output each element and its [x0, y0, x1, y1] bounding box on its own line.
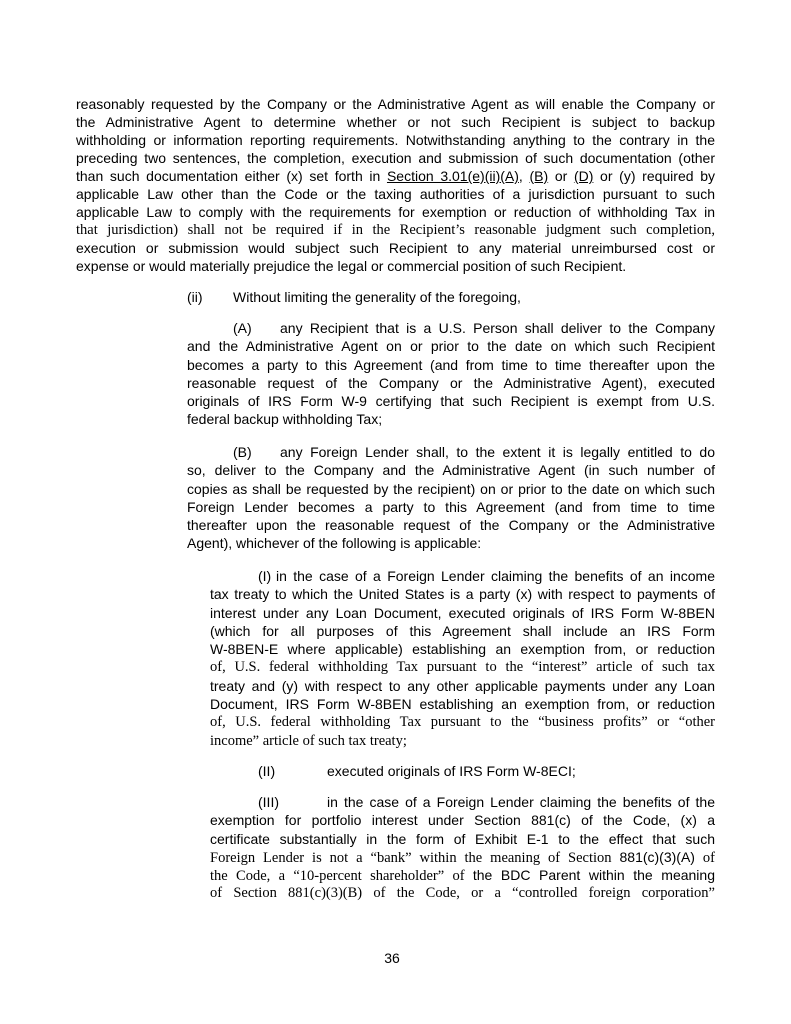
clause-iii-upper [210, 793, 715, 903]
text-line: the Administrative Agent to determine whether or not such Recipient is subject to backup [76, 114, 715, 130]
text-line: withholding or information reporting requirements. Notwithstanding anything to the contrary in the [76, 132, 715, 148]
text-line: treaty and (y) with respect to any other applicable payments under any Loan [210, 677, 715, 694]
line-text: or (y) required by [593, 168, 715, 184]
clause-a-first-line [187, 319, 715, 337]
text-line: reasonably requested by the Company or the Administrative Agent as will enable the Company or [76, 96, 715, 112]
text-line: copies as shall be requested by the recipient) on or prior to the date on which such [187, 480, 715, 497]
text-line: any Recipient that is a U.S. Person shall deliver to the Company [280, 320, 715, 336]
intro-paragraph [76, 95, 715, 275]
line-text: than such documentation either (x) set forth in [76, 168, 387, 184]
line-text: Foreign Lender is not a “bank” within the meaning of Section [210, 849, 620, 866]
section-reference-d: (D) [573, 168, 594, 184]
text-line: executed originals of IRS Form W-8ECI; [327, 763, 576, 779]
text-line [210, 866, 715, 884]
clause-ii-upper [210, 762, 715, 780]
clause-label: (I) [258, 568, 272, 584]
text-line [210, 848, 715, 866]
text-line: of, U.S. federal withholding Tax pursuant to the “interest” article of such tax [210, 659, 715, 676]
text-line: Foreign Lender becomes a party to this Agreement (and from time to time [187, 498, 715, 515]
text-line: in the case of a Foreign Lender claiming the benefits of an income [276, 568, 715, 584]
line-text: the Code, a “10-percent shareholder” of [210, 868, 473, 885]
text-line [76, 167, 715, 185]
text-line: any Foreign Lender shall, to the extent it is legally entitled to do [280, 444, 715, 460]
clause-label: (ii) [187, 289, 203, 305]
clause-i [210, 567, 715, 750]
clause-label: (A) [233, 320, 252, 336]
text-line: so, deliver to the Company and the Administrative Agent (in such number of [187, 462, 715, 479]
text-line: Without limiting the generality of the foregoing, [233, 289, 521, 305]
text-line: interest under any Loan Document, executed originals of IRS Form W-8BEN [210, 604, 715, 621]
line-text: of [694, 849, 715, 866]
line-text: , [518, 168, 530, 184]
clause-label: (II) [258, 763, 276, 779]
text-line: (which for all purposes of this Agreement shall include an IRS Form [210, 622, 715, 639]
clause-b-first-line [187, 443, 715, 461]
line-text: the BDC Parent within the meaning [472, 867, 715, 884]
line-text: or [548, 168, 574, 184]
text-line: thereafter upon the reasonable request of the Company or the Administrative [187, 517, 715, 534]
text-line: execution or submission would subject such Recipient to any material unreimbursed cost or [76, 240, 715, 256]
clause-ii [187, 288, 715, 306]
clause-ii-upper-line [210, 762, 715, 780]
text-line: expense or would materially prejudice the legal or commercial position of such Recipient. [76, 258, 627, 274]
text-line: certificate substantially in the form of Exhibit E-1 to the effect that such [210, 830, 715, 847]
clause-ii-line [187, 288, 715, 306]
text-line: reasonable request of the Company or the Administrative Agent), executed [187, 374, 715, 391]
text-line: tax treaty to which the United States is a party (x) with respect to payments of [210, 586, 715, 603]
clause-a [187, 319, 715, 429]
section-reference-a: Section 3.01(e)(ii)(A) [386, 168, 519, 184]
section-reference-b: (B) [529, 168, 549, 184]
text-line: Document, IRS Form W-8BEN establishing an exemption from, or reduction [210, 696, 715, 713]
clause-iii-first-line [210, 793, 715, 811]
text-line: becomes a party to this Agreement (and from time to time thereafter upon the [187, 356, 715, 373]
text-line: and the Administrative Agent on or prior to the date on which such Recipient [187, 338, 715, 355]
clause-label: (B) [233, 444, 252, 460]
page-number: 36 [384, 950, 400, 966]
line-text: 881(c)(3)(A) [619, 848, 695, 865]
text-line: that jurisdiction) shall not be required if in the Recipient’s reasonable judgment such completion, [76, 222, 715, 238]
text-line: W-8BEN-E where applicable) establishing an exemption from, or reduction [210, 641, 715, 658]
clause-label: (III) [258, 794, 279, 810]
text-line: of Section 881(c)(3)(B) of the Code, or a “controlled foreign corporation” [210, 885, 715, 902]
text-line: preceding two sentences, the completion, execution and submission of such documentation (other [76, 150, 715, 166]
text-line: originals of IRS Form W-9 certifying that such Recipient is exempt from U.S. [187, 393, 715, 410]
clause-b [187, 443, 715, 553]
text-line: income” article of such tax treaty; [210, 732, 407, 749]
text-line: applicable Law to comply with the requirements for exemption or reduction of withholding Tax in [76, 204, 715, 220]
text-line: Agent), whichever of the following is applicable: [187, 535, 482, 552]
text-line: applicable Law other than the Code or the taxing authorities of a jurisdiction pursuant to such [76, 186, 715, 202]
text-line: exemption for portfolio interest under Section 881(c) of the Code, (x) a [210, 812, 715, 829]
text-line: federal backup withholding Tax; [187, 411, 383, 428]
text-line: of, U.S. federal withholding Tax pursuant to the “business profits” or “other [210, 714, 715, 731]
clause-i-first-line [210, 567, 715, 585]
text-line: in the case of a Foreign Lender claiming the benefits of the [327, 794, 715, 810]
